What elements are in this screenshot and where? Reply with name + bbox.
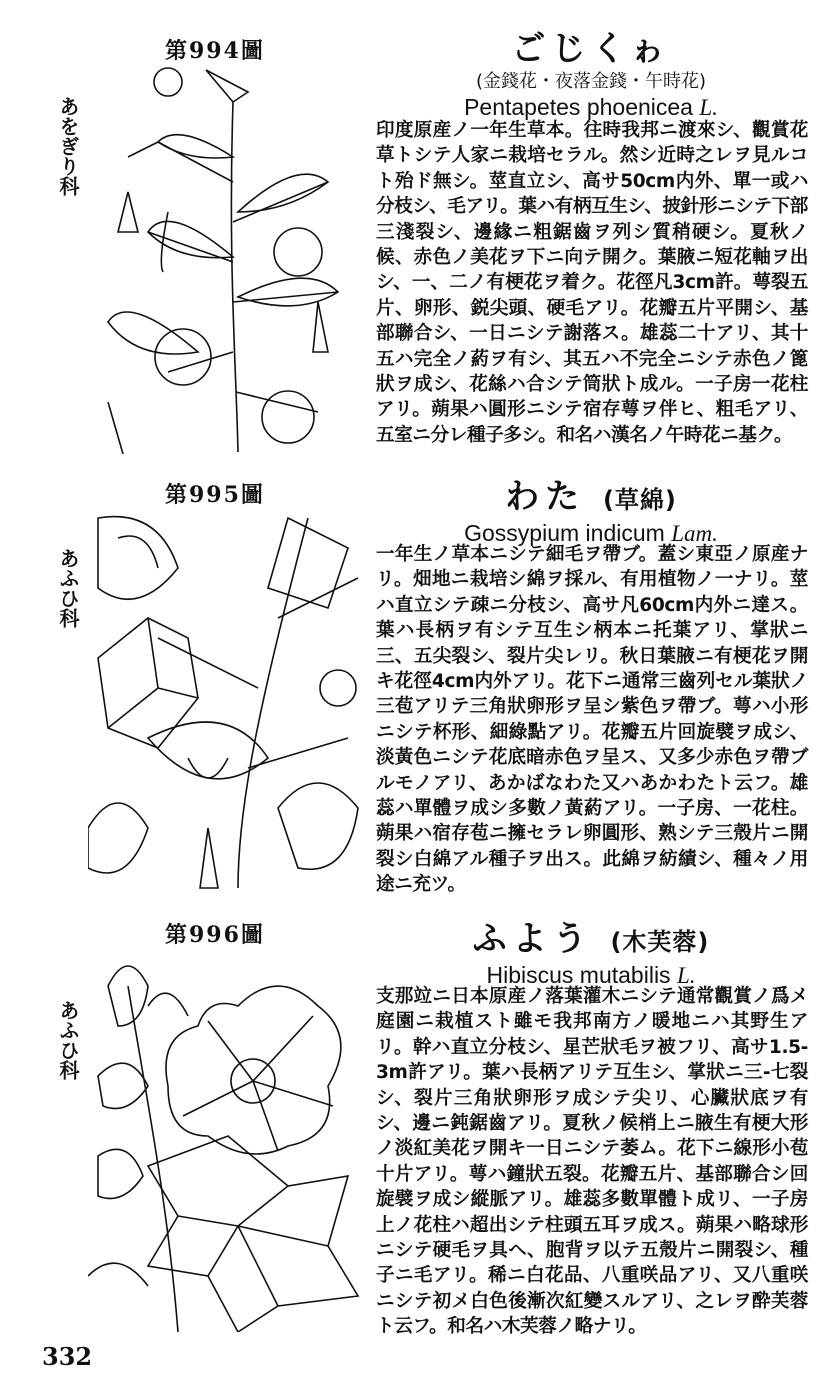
pentapetes-drawing <box>88 62 370 458</box>
binomial: Pentapetes phoenicea <box>464 94 693 120</box>
plant-illustration <box>88 508 370 896</box>
figure-number: 第994圖 <box>165 38 265 64</box>
family-label: あをぎり科 <box>56 96 80 196</box>
cotton-drawing <box>88 508 370 896</box>
kanji-name: (木芙蓉) <box>610 928 710 956</box>
japanese-name-kana: ごじくゎ <box>511 29 671 69</box>
authority: Lam. <box>671 521 718 546</box>
authority: L. <box>699 95 718 120</box>
entry-heading <box>376 30 806 122</box>
japanese-name <box>376 920 806 961</box>
page-number: 332 <box>42 1342 93 1371</box>
binomial: Hibiscus mutabilis <box>486 962 671 988</box>
japanese-name <box>376 478 806 519</box>
binomial: Gossypium indicum <box>464 520 665 546</box>
description: 支那竝ニ日本原産ノ落葉灌木ニシテ通常觀賞ノ爲メ庭園ニ栽植スト雖モ我邦南方ノ暖地ニハ其野生アリ。幹ハ直立分枝シ、星芒狀毛ヲ被フリ、高サ1.5-3m許アリ。葉ハ長柄アリテ互生シ、掌狀ニ三-七裂シ、裂片三角狀卵形ヲ成シテ尖リ、心臟狀底ヲ有シ、邊ニ鈍鋸齒アリ。夏秋ノ候梢上ニ腋生有梗大形ノ淡紅美花ヲ開キ一日ニシテ萎ム。花下ニ線形小苞十片アリ。萼ハ鐘狀五裂。花瓣五片、基部聯合シ回旋襞ヲ成シ縱脈アリ。雄蕊多數單體ト成リ、一子房上ノ花柱ハ超出シテ柱頭五耳ヲ成ス。蒴果ハ略球形ニシテ硬毛ヲ具ヘ、胞背ヲ以テ五殼片ニ開裂シ、種子ニ毛アリ。稀ニ白花品、八重咲品アリ、又八重咲ニシテ初メ白色後漸次紅變スルアリ、之レヲ酔芙蓉ト云フ。和名ハ木芙蓉ノ略ナリ。 <box>376 986 808 1338</box>
kanji-name: (草綿) <box>602 486 677 514</box>
authority: L. <box>676 963 696 988</box>
entry-heading <box>376 920 806 990</box>
figure-number: 第995圖 <box>165 482 265 508</box>
plant-illustration <box>88 946 370 1332</box>
description: 印度原産ノ一年生草本。往時我邦ニ渡來シ、觀賞花草トシテ人家ニ栽培セラル。然シ近時之レヲ見ルコト殆ド無シ。莖直立シ、高サ50cm内外、單一或ハ分枝シ、毛アリ。葉ハ有柄互生シ、披針形ニシテ下部三淺裂シ、邊緣ニ粗鋸齒ヲ列シ質稍硬シ。夏秋ノ候、赤色ノ美花ヲ下ニ向テ開ク。葉腋ニ短花軸ヲ出シ、一、二ノ有梗花ヲ着ク。花徑凡3cm許。萼裂五片、卵形、鋭尖頭、硬毛アリ。花瓣五片平開シ、基部聯合シ、一日ニシテ謝落ス。雄蕊二十アリ、其十五ハ完全ノ葯ヲ有シ、其五ハ不完全ニシテ赤色ノ篦狀ヲ成シ、花絲ハ合シテ筒狀ト成ル。一子房一花柱アリ。蒴果ハ圓形ニシテ宿存萼ヲ伴ヒ、粗毛アリ、五室ニ分レ種子多シ。和名ハ漢名ノ午時花ニ基ク。 <box>376 120 809 446</box>
plant-illustration <box>88 62 370 458</box>
japanese-name <box>376 30 806 71</box>
entry-heading <box>376 478 806 548</box>
hibiscus-drawing <box>88 946 370 1332</box>
aliases: (金錢花・夜落金錢・午時花) <box>475 71 707 92</box>
japanese-name-kana: わた <box>505 477 586 517</box>
description: 一年生ノ草本ニシテ細毛ヲ帶ブ。蓋シ東亞ノ原産ナリ。畑地ニ栽培シ綿ヲ採ル、有用植物ノ一ナリ。莖ハ直立シテ疎ニ分枝シ、高サ凡60cm内外ニ達ス。葉ハ長柄ヲ有シテ互生シ柄本ニ托葉アリ、掌狀ニ三、五尖裂シ、裂片尖レリ。秋日葉腋ニ有梗花ヲ開キ花徑4cm内外アリ。花下ニ通常三齒列セル葉狀ノ三苞アリテ三角狀卵形ヲ呈シ紫色ヲ帶ブ。萼ハ小形ニシテ杯形、細綠點アリ。花瓣五片回旋襞ヲ成シ、淡黃色ニシテ花底暗赤色ヲ呈ス、又多少赤色ヲ帶ブルモノアリ、あかばなわた又ハあかわたト云フ。雄蕊ハ單體ヲ成シ多數ノ黃葯アリ。一子房、一花柱。蒴果ハ宿存苞ニ擁セラレ卵圓形、熟シテ三殼片ニ開裂シ白綿アル種子ヲ出ス。此綿ヲ紡績シ、種々ノ用途ニ充ツ。 <box>376 544 808 896</box>
figure-number: 第996圖 <box>165 922 265 948</box>
family-label: あふひ科 <box>56 1000 80 1080</box>
family-label: あふひ科 <box>56 548 80 628</box>
japanese-name-kana: ふよう <box>472 919 593 959</box>
